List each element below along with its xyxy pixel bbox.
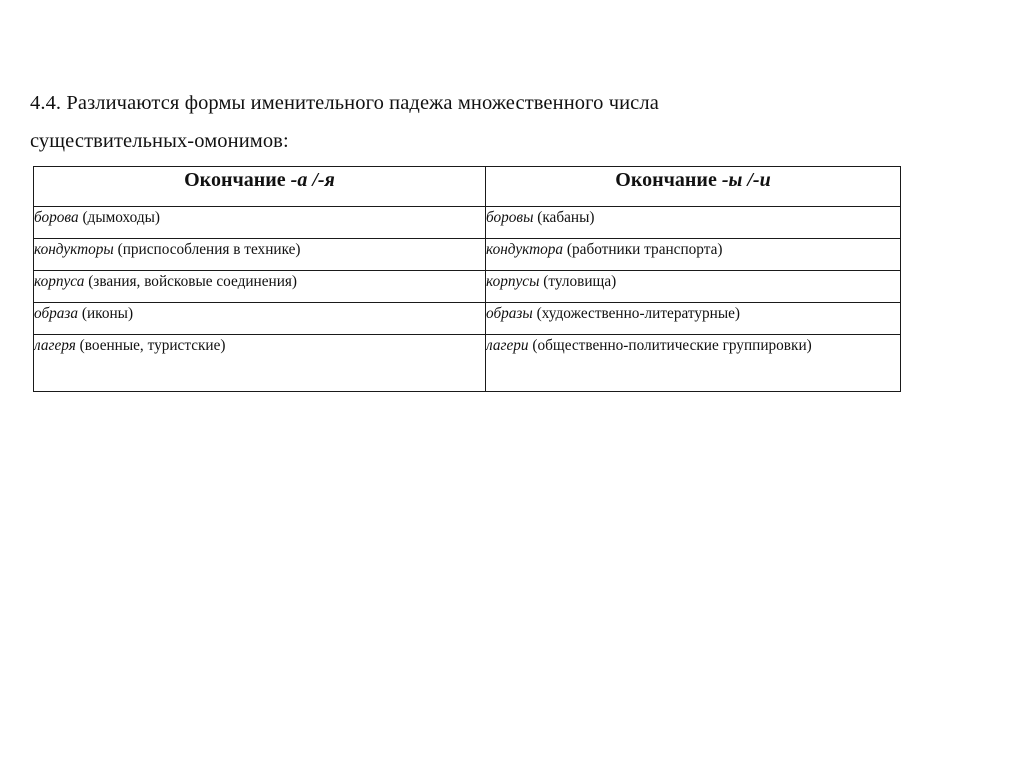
entry-right-5-gloss: (общественно-политические группировки) [532, 337, 812, 354]
cell-right-4 [486, 303, 901, 335]
entry-right-2-term: кондуктора [486, 241, 564, 258]
cell-left-3 [34, 271, 486, 303]
cell-left-2 [34, 239, 486, 271]
entry-right-1-term: боровы [486, 209, 534, 226]
entry-right-2-gloss: (работники транспорта) [566, 241, 723, 258]
entry-left-5-term: лагеря [34, 337, 76, 354]
entry-left-5 [34, 337, 226, 354]
section-heading-line-2: существительных-омонимов: [30, 130, 289, 152]
entry-right-4-term: образы [486, 305, 533, 322]
section-heading-line-1: 4.4. Различаются формы именительного падежа множественного числа [30, 92, 659, 114]
entry-right-4 [486, 305, 740, 322]
cell-left-1 [34, 207, 486, 239]
column-header-a-ya-main: Окончание [184, 169, 286, 191]
entry-left-1-gloss: (дымоходы) [82, 209, 160, 226]
entry-left-3-gloss: (звания, войсковые соединения) [88, 273, 298, 290]
table-row [34, 335, 901, 392]
cell-left-4 [34, 303, 486, 335]
entry-right-5-term: лагери [486, 337, 529, 354]
entry-right-2 [486, 241, 723, 258]
entry-left-4 [34, 305, 133, 322]
entry-left-1-term: борова [34, 209, 79, 226]
entry-right-3 [486, 273, 616, 290]
entry-left-2-term: кондукторы [34, 241, 114, 258]
entry-right-3-gloss: (туловища) [543, 273, 617, 290]
entry-left-5-gloss: (военные, туристские) [79, 337, 226, 354]
entry-right-4-gloss: (художественно-литературные) [536, 305, 741, 322]
section-heading [30, 84, 860, 160]
table-row [34, 239, 901, 271]
cell-left-5 [34, 335, 486, 392]
column-header-y-i-text [615, 169, 770, 191]
cell-right-3 [486, 271, 901, 303]
column-header-y-i-main: Окончание [615, 169, 717, 191]
entry-left-4-term: образа [34, 305, 79, 322]
entry-right-5 [486, 337, 812, 354]
column-header-y-i [486, 167, 901, 207]
homonym-plural-forms-table [33, 166, 901, 392]
column-header-a-ya [34, 167, 486, 207]
cell-right-5 [486, 335, 901, 392]
entry-left-1 [34, 209, 160, 226]
entry-left-4-gloss: (иконы) [81, 305, 134, 322]
column-header-y-i-suffix: -ы /-и [721, 169, 771, 191]
cell-right-2 [486, 239, 901, 271]
entry-left-3 [34, 273, 297, 290]
entry-left-2-gloss: (приспособления в технике) [117, 241, 301, 258]
column-header-a-ya-text [184, 169, 335, 191]
table-header-row [34, 167, 901, 207]
column-header-a-ya-suffix: -а /-я [290, 169, 335, 191]
table-row [34, 207, 901, 239]
cell-right-1 [486, 207, 901, 239]
table-row [34, 271, 901, 303]
entry-left-3-term: корпуса [34, 273, 85, 290]
entry-right-1-gloss: (кабаны) [537, 209, 595, 226]
entry-right-3-term: корпусы [486, 273, 540, 290]
table-row [34, 303, 901, 335]
entry-left-2 [34, 241, 301, 258]
entry-right-1 [486, 209, 594, 226]
